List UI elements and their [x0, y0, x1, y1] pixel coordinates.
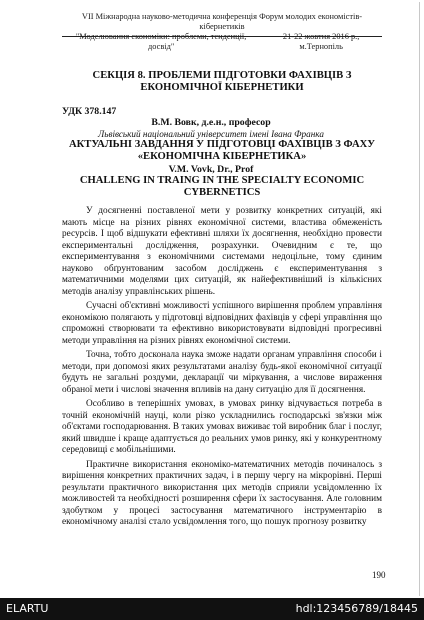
- article-body: [62, 206, 382, 532]
- header-divider: [62, 36, 382, 37]
- affiliation: Львівський національний університет імені Івана Франка: [98, 129, 324, 139]
- section-title: СЕКЦІЯ 8. ПРОБЛЕМИ ПІДГОТОВКИ ФАХІВЦІВ З ЕКОНОМІЧНОЇ КІБЕРНЕТИКИ: [92, 70, 352, 93]
- header-line-2-right: 21-22 жовтня 2016 р., м.Тернопіль: [282, 32, 360, 51]
- paragraph: Точна, тобто досконала наука зможе надати органам управління способи і методи, при допомозі яких результатами аналізу будь-якої економічної ситуації будуть не загальні роздуми, декларації чи міркування, а числове вираження обраної мети і числові значення впливів на дану ситуацію для її досягнення.: [62, 350, 382, 395]
- paragraph: Практичне використання економіко-математичних методів починалось з вирішення конкретних практичних задач, і в першу чергу на мікрорівні. Перші результати практичного використання цих методів сприяли усвідомленню їх можливостей та необхідності розширення сфери їх застосування. Але головним здобутком у процесі застосування математичного інструментарію в економічному аналізі стало усвідомлення того, що пошук прогнозу розвитку: [62, 459, 382, 527]
- page-number: 190: [372, 570, 386, 580]
- article-title-ua: АКТУАЛЬНІ ЗАВДАННЯ У ПІДГОТОВЦІ ФАХІВЦІВ З ФАХУ «ЕКОНОМІЧНА КІБЕРНЕТИКА»: [68, 139, 376, 162]
- article-title-en: CHALLENG IN TRAING IN THE SPECIALTY ECONOMIC CYBERNETICS: [79, 175, 365, 198]
- handle-identifier[interactable]: hdl:123456789/18445: [295, 602, 418, 615]
- document-page: [2, 2, 420, 596]
- paragraph: У досягненні поставленої мети у розвитку конкретних ситуацій, які мають місце на різних рівнях економічної системи, властива обмеженість ресурсів. І щоб відшукати ефективні шляхи їх досягнення, необхідно провести експериментальні дослідження, розрахунки. Очевидним є те, що експериментування з економічними системами недоцільне, тому єдиним науково обґрунтованим засобом досліджень є експериментування з математичними моделями цих ситуацій, як найефективніший із кількісних методів аналізу управлінських рішень.: [62, 206, 382, 297]
- repository-name: ELARTU: [6, 602, 49, 615]
- repository-footer-bar: [0, 598, 424, 620]
- author-ua: В.М. Вовк, д.е.н., професор: [151, 117, 271, 128]
- header-line-1: VII Міжнародна науково-методична конференція Форум молодих економістів-кібернетиків: [81, 12, 363, 31]
- paragraph: Сучасні об'єктивні можливості успішного вирішення проблем управління економікою полягають у підготовці відповідних фахівців у сфері управління що спроможні створювати та ефективно використовувати відповідні прогресивні методи управління на різних рівнях економічної системи.: [62, 301, 382, 346]
- header-line-2-left: "Моделювання економіки: проблеми, тенденції, досвід": [75, 32, 247, 51]
- author-en: V.M. Vovk, Dr., Prof: [168, 164, 254, 175]
- udk-code: УДК 378.147: [62, 106, 117, 117]
- paragraph: Особливо в теперішніх умовах, в умовах ринку відчувається потреба в точній економічній науці, коли різко ускладнились господарські зв'язки між об'єктами господарювання. В таких умовах виживає той виробник благ і послуг, який швидше і краще адаптується до реальних умов ринку, які у конкурентному середовищі є мобільнішими.: [62, 399, 382, 455]
- conference-header: [62, 12, 382, 52]
